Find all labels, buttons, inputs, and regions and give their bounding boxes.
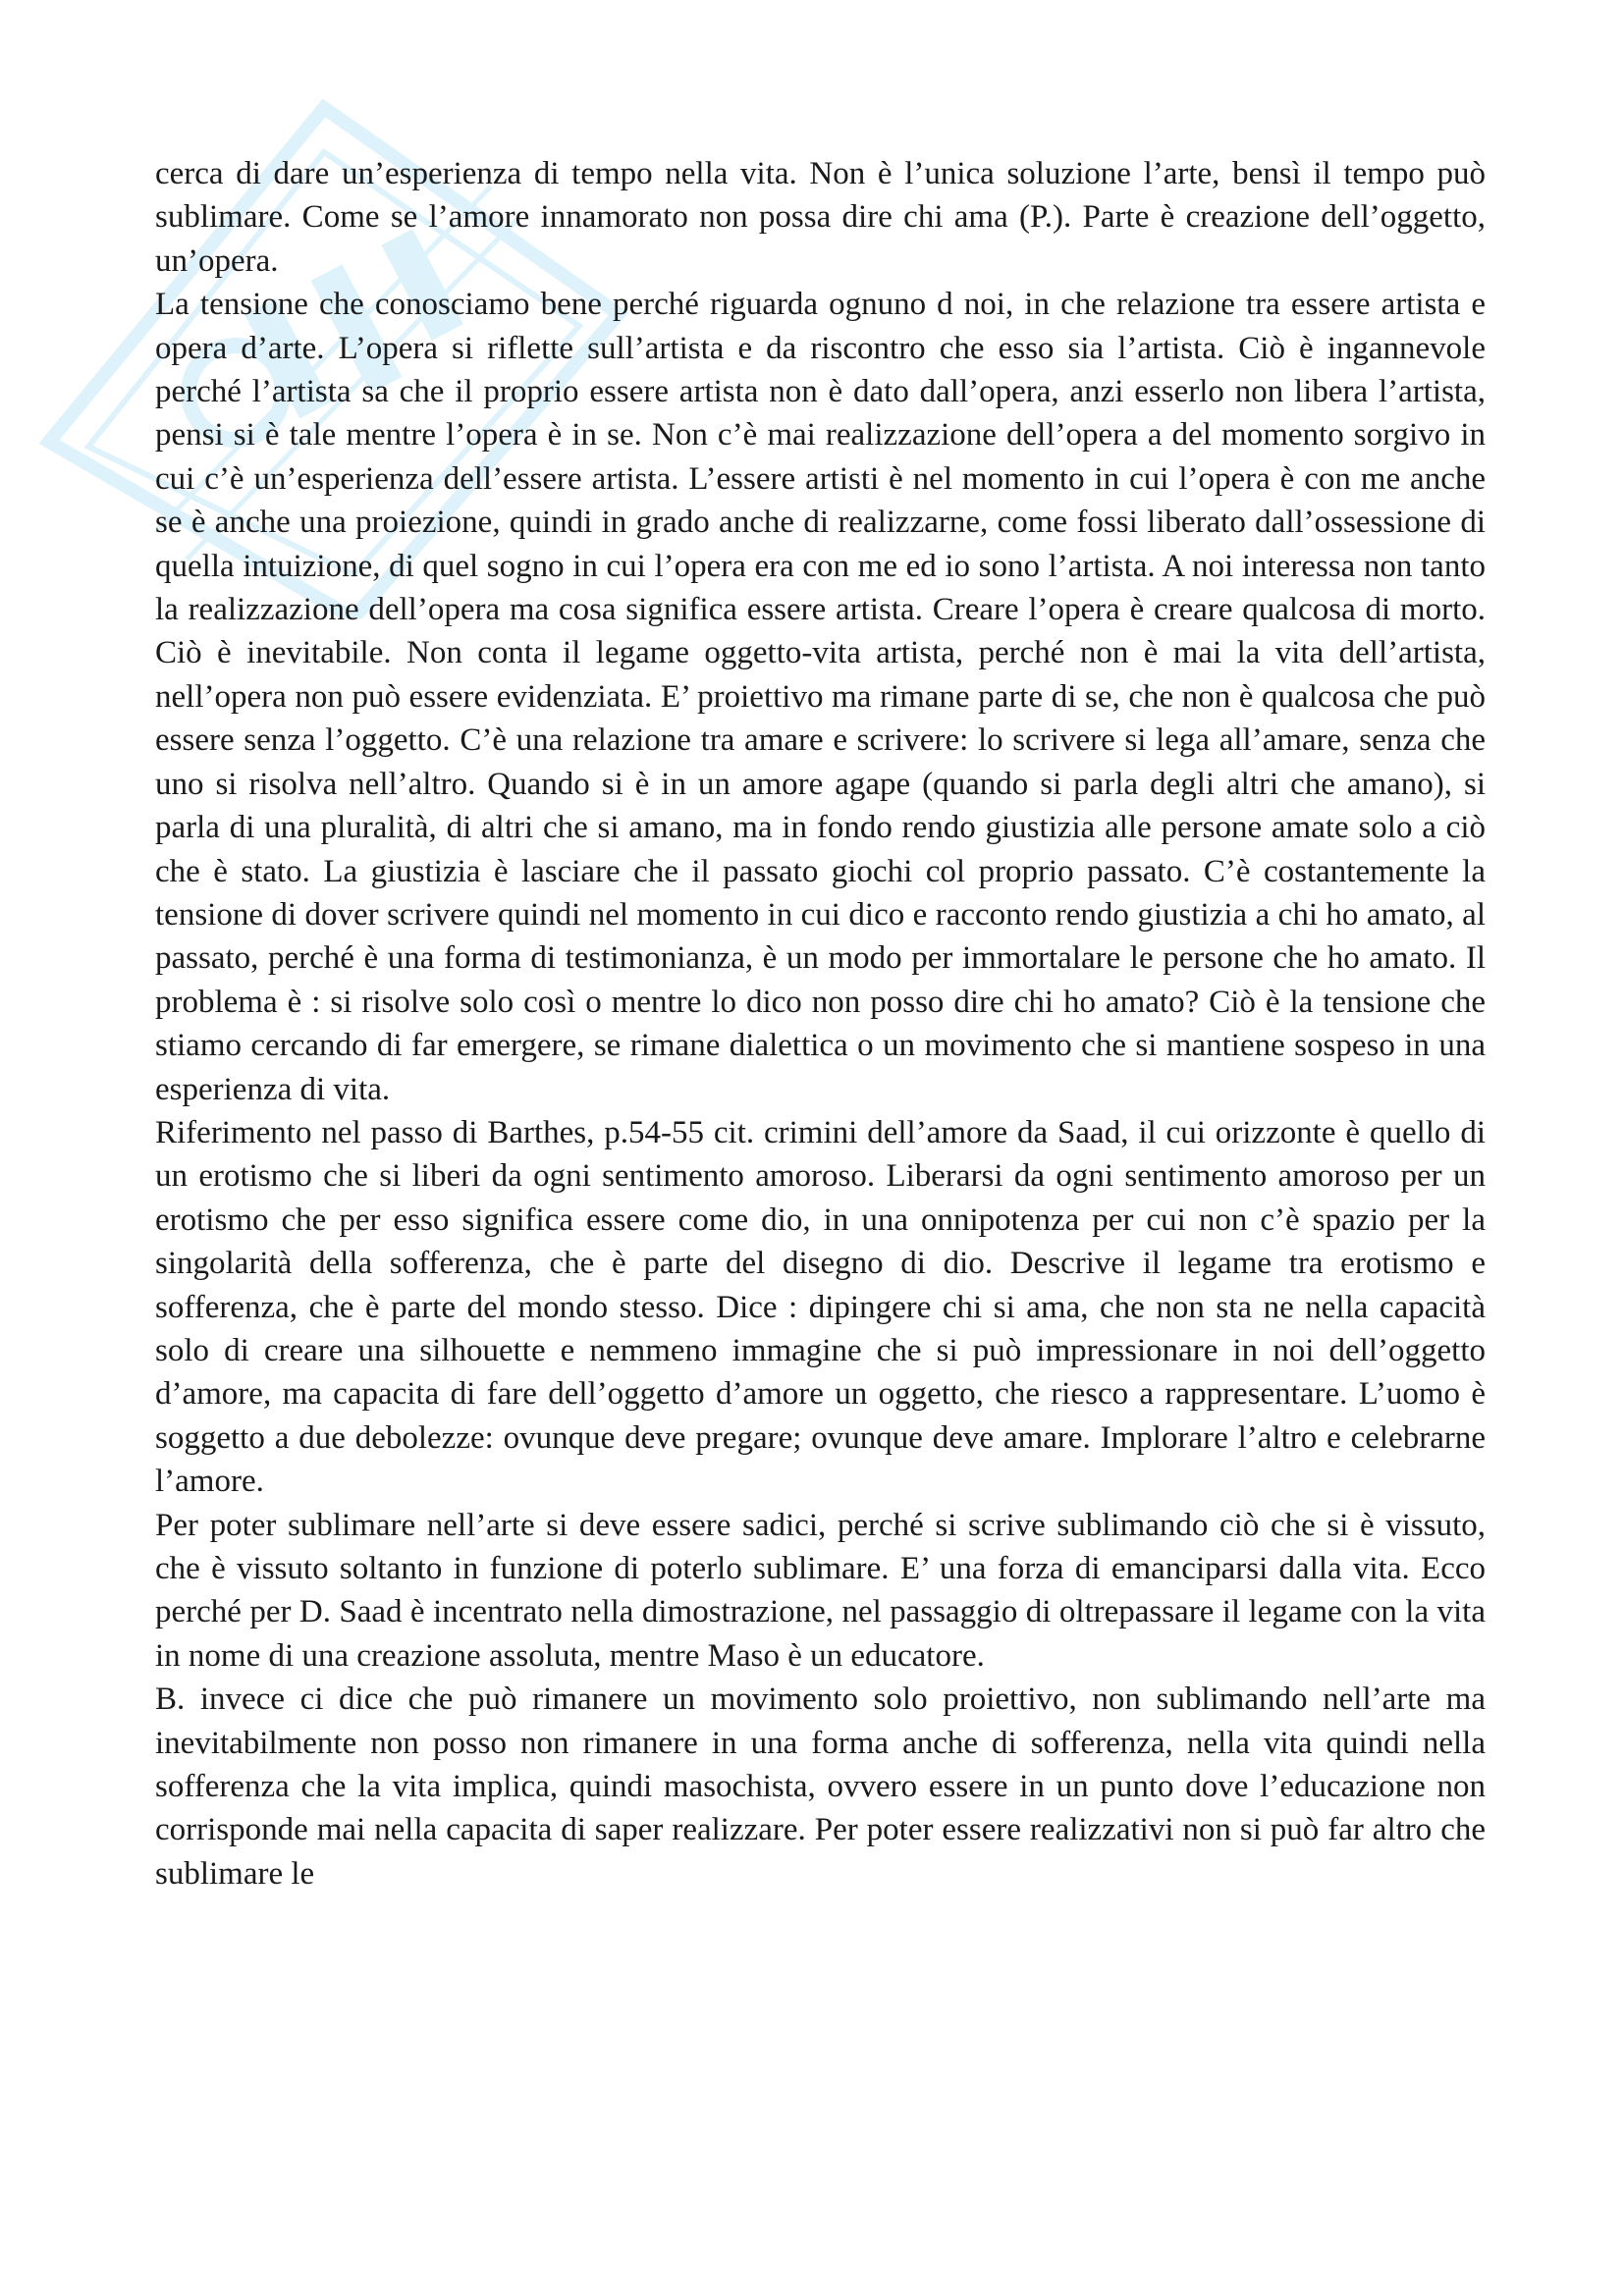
paragraph-4: Per poter sublimare nell’arte si deve essere sadici, perché si scrive sublimando ciò che si è vissuto, che è vissuto soltanto in funzione di poterlo sublimare. E’ una forza di emanciparsi dalla vita. Ecco perché per D. Saad è incentrato nella dimostrazione, nel passaggio di oltrepassare il legame con la vita in nome di una creazione assoluta, mentre Maso è un educatore.	[155, 1507, 1486, 1674]
paragraph-1: cerca di dare un’esperienza di tempo nella vita. Non è l’unica soluzione l’arte, bensì il tempo può sublimare. Come se l’amore innamorato non possa dire chi ama (P.). Parte è creazione dell’oggetto, un’opera.	[155, 156, 1486, 279]
body-text	[155, 152, 1486, 1896]
paragraph-2: La tensione che conosciamo bene perché riguarda ognuno d noi, in che relazione tra essere artista e opera d’arte. L’opera si riflette sull’artista e da riscontro che esso sia l’artista. Ciò è ingannevole perché l’artista sa che il proprio essere artista non è dato dall’opera, anzi esserlo non libera l’artista, pensi si è tale mentre l’opera è in se. Non c’è mai realizzazione dell’opera a del momento sorgivo in cui c’è un’esperienza dell’essere artista. L’essere artisti è nel momento in cui l’opera è con me anche se è anche una proiezione, quindi in grado anche di realizzarne, come fossi liberato dall’ossessione di quella intuizione, di quel sogno in cui l’opera era con me ed io sono l’artista. A noi interessa non tanto la realizzazione dell’opera ma cosa significa essere artista. Creare l’opera è creare qualcosa di morto. Ciò è inevitabile. Non conta il legame oggetto-vita artista, perché non è mai la vita dell’artista, nell’opera non può essere evidenziata. E’ proiettivo ma rimane parte di se, che non è qualcosa che può essere senza l’oggetto. C’è una relazione tra amare e scrivere: lo scrivere si lega all’amare, senza che uno si risolva nell’altro. Quando si è in un amore agape (quando si parla degli altri che amano), si parla di una pluralità, di altri che si amano, ma in fondo rendo giustizia alle persone amate solo a ciò che è stato. La giustizia è lasciare che il passato giochi col proprio passato. C’è costantemente la tensione di dover scrivere quindi nel momento in cui dico e racconto rendo giustizia a chi ho amato, al passato, perché è una forma di testimonianza, è un modo per immortalare le persone che ho amato. Il problema è : si risolve solo così o mentre lo dico non posso dire chi ho amato? Ciò è la tensione che stiamo cercando di far emergere, se rimane dialettica o un movimento che si mantiene sospeso in una esperienza di vita.	[155, 287, 1486, 1107]
paragraph-5: B. invece ci dice che può rimanere un movimento solo proiettivo, non sublimando nell’arte ma inevitabilmente non posso non rimanere in una forma anche di sofferenza, nella vita quindi nella sofferenza che la vita implica, quindi masochista, ovvero essere in un punto dove l’educazione non corrisponde mai nella capacita di saper realizzare. Per poter essere realizzativi non si può far altro che sublimare le	[155, 1682, 1486, 1892]
paragraph-3: Riferimento nel passo di Barthes, p.54-55 cit. crimini dell’amore da Saad, il cui orizzonte è quello di un erotismo che si liberi da ogni sentimento amoroso. Liberarsi da ogni sentimento amoroso per un erotismo che per esso significa essere come dio, in una onnipotenza per cui non c’è spazio per la singolarità della sofferenza, che è parte del disegno di dio. Descrive il legame tra erotismo e sofferenza, che è parte del mondo stesso. Dice : dipingere chi si ama, che non sta ne nella capacità solo di creare una silhouette e nemmeno immagine che si può impressionare in noi dell’oggetto d’amore, ma capacita di fare dell’oggetto d’amore un oggetto, che riesco a rappresentare. L’uomo è soggetto a due debolezze: ovunque deve pregare; ovunque deve amare. Implorare l’altro e celebrarne l’amore.	[155, 1114, 1486, 1500]
